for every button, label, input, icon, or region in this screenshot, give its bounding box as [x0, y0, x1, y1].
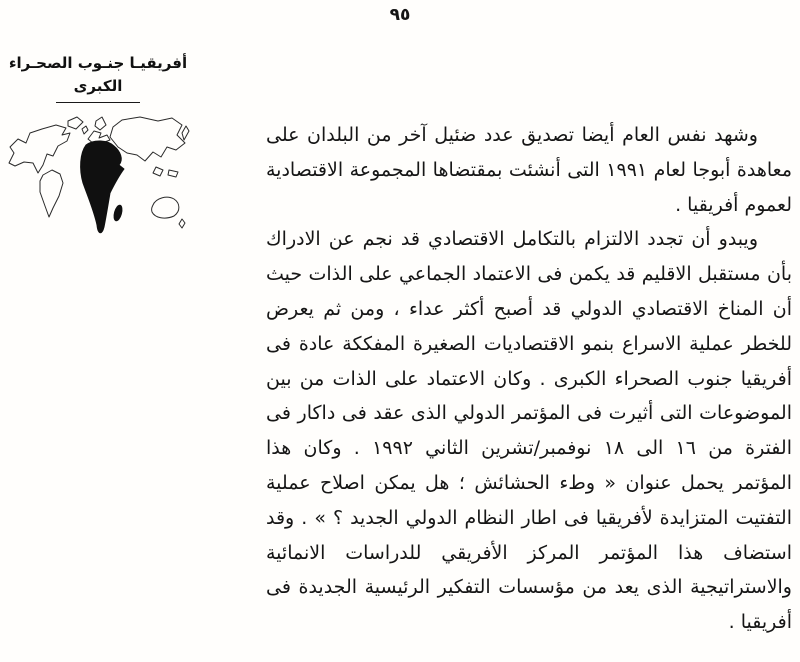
- north-america-outline: [9, 125, 70, 173]
- australia-outline: [152, 197, 179, 218]
- madagascar-shape: [113, 204, 124, 221]
- greenland-outline: [68, 117, 83, 129]
- sidebar: [0, 52, 196, 241]
- japan-outline: [182, 126, 189, 140]
- south-america-outline: [40, 170, 63, 217]
- sidebar-heading-line2: الكبرى: [56, 75, 141, 103]
- body-paragraph-1: وشهد نفس العام أيضا تصديق عدد ضئيل آخر من البلدان على معاهدة أبوجا لعام ١٩٩١ التى أنشئت بمقتضاها المجموعة الاقتصادية لعموم أفريقيا .: [266, 124, 792, 216]
- new-zealand-outline: [179, 219, 185, 228]
- island-outline: [153, 167, 163, 176]
- asia-outline: [110, 117, 185, 161]
- island-outline: [168, 170, 178, 177]
- sidebar-heading: [0, 52, 196, 103]
- world-map-africa-icon: [6, 113, 190, 241]
- body-text: [266, 118, 792, 640]
- body-paragraph-2: ويبدو أن تجدد الالتزام بالتكامل الاقتصادي قد نجم عن الادراك بأن مستقبل الاقليم قد يكمن فى الاعتماد الجماعي على الذات حيث أن المناخ الاقتصادي الدولي قد أصبح أكثر عداء ، ومن ثم يعرض للخطر عملية الاسراع بنمو الاقتصاديات الصغيرة المفككة عادة فى أفريقيا جنوب الصحراء الكبرى . وكان الاعتماد على الذات من بين الموضوعات التى أثيرت فى المؤتمر الدولي الذى عقد فى داكار فى الفترة من ١٦ الى ١٨ نوفمبر/تشرين الثاني ١٩٩٢ . وكان هذا المؤتمر يحمل عنوان « وطء الحشائش ؛ هل يمكن اصلاح عملية التفتيت المتزايدة لأفريقيا فى اطار النظام الدولي الجديد ؟ » . وقد استضاف هذا المؤتمر المركز الأفريقي للدراسات الانمائية والاستراتيجية الذى يعد من مؤسسات التفكير الرئيسية الجديدة فى أفريقيا .: [266, 228, 792, 634]
- page-number: ٩٥: [389, 5, 411, 25]
- scandinavia-outline: [95, 117, 106, 130]
- british-isles-outline: [82, 126, 88, 134]
- sidebar-heading-line1: أفريقيـا جنـوب الصحـراء: [8, 54, 188, 72]
